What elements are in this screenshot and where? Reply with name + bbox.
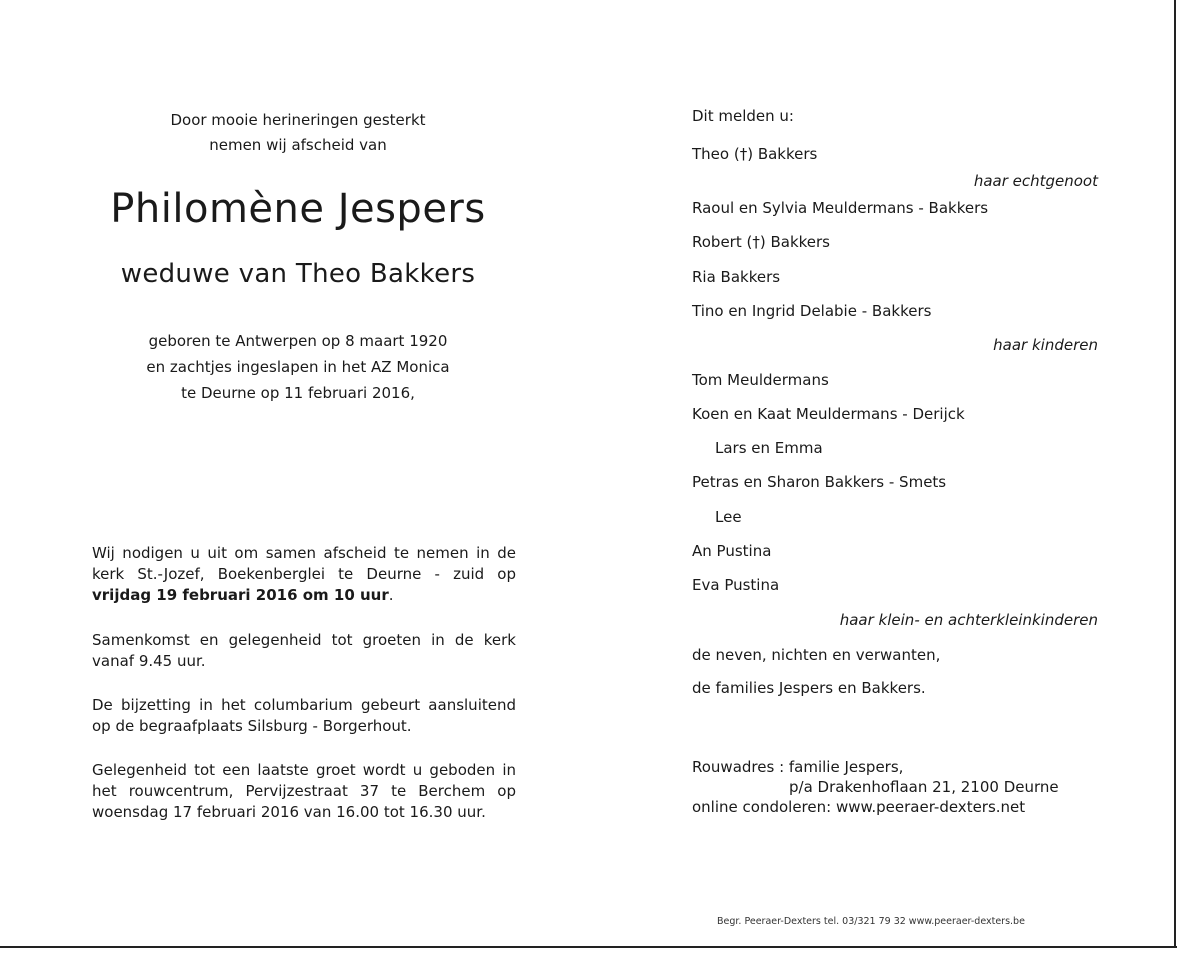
mourning-address [692, 757, 1059, 817]
relation-label: haar kinderen [993, 336, 1098, 354]
birth-line: te Deurne op 11 februari 2016, [181, 384, 415, 402]
invitation-paragraph [92, 543, 516, 606]
birth-line: en zachtjes ingeslapen in het AZ Monica [146, 358, 450, 376]
card-border-right [1174, 0, 1176, 948]
family-member: de neven, nichten en verwanten, [692, 646, 941, 664]
family-member: Robert (†) Bakkers [692, 233, 830, 251]
gathering-paragraph: Samenkomst en gelegenheid tot groeten in de kerk vanaf 9.45 uur. [92, 631, 516, 670]
family-member: Tom Meuldermans [692, 371, 829, 389]
announce-line: Dit melden u: [692, 107, 794, 125]
family-member: Petras en Sharon Bakkers - Smets [692, 473, 947, 491]
intro-line: Door mooie herineringen gesterkt [170, 111, 426, 129]
relation-label: haar echtgenoot [973, 172, 1098, 190]
family-member: Ria Bakkers [692, 268, 781, 286]
address-line: p/a Drakenhoflaan 21, 2100 Deurne [789, 778, 1059, 796]
family-member: Raoul en Sylvia Meuldermans - Bakkers [692, 199, 989, 217]
condolence-line: online condoleren: www.peeraer-dexters.net [692, 798, 1026, 816]
family-member: Lars en Emma [715, 439, 823, 457]
invitation-date: vrijdag 19 februari 2016 om 10 uur [92, 586, 389, 604]
birth-line: geboren te Antwerpen op 8 maart 1920 [148, 332, 448, 350]
intro-line: nemen wij afscheid van [209, 136, 387, 154]
invitation-text: Wij nodigen u uit om samen afscheid te nemen in de kerk St.-Jozef, Boekenberglei te Deurne - zuid op [92, 544, 516, 583]
family-member: Tino en Ingrid Delabie - Bakkers [692, 302, 932, 320]
relation-label: haar klein- en achterkleinkinderen [839, 611, 1098, 629]
invitation-end: . [388, 586, 394, 604]
birth-death-info [92, 328, 504, 406]
family-member: Eva Pustina [692, 576, 780, 594]
family-member: Lee [715, 508, 742, 526]
card-border-bottom [0, 946, 1177, 948]
address-line: Rouwadres : familie Jespers, [692, 758, 904, 776]
family-member: Koen en Kaat Meuldermans - Derijck [692, 405, 965, 423]
intro-text [92, 108, 504, 158]
family-member: Theo (†) Bakkers [692, 145, 818, 163]
family-member: de families Jespers en Bakkers. [692, 679, 926, 697]
funeral-director-footer: Begr. Peeraer-Dexters tel. 03/321 79 32 www.peeraer-dexters.be [717, 916, 1025, 927]
burial-paragraph: De bijzetting in het columbarium gebeurt aansluitend op de begraafplaats Silsburg - Borgerhout. [92, 696, 516, 735]
family-member: An Pustina [692, 542, 772, 560]
deceased-name: Philomène Jespers [110, 186, 486, 232]
widow-of: weduwe van Theo Bakkers [120, 259, 476, 289]
funeral-home-paragraph: Gelegenheid tot een laatste groet wordt u geboden in het rouwcentrum, Pervijzestraat 37 te Berchem op woensdag 17 februari 2016 van 16.00 tot 16.30 uur. [92, 761, 516, 821]
